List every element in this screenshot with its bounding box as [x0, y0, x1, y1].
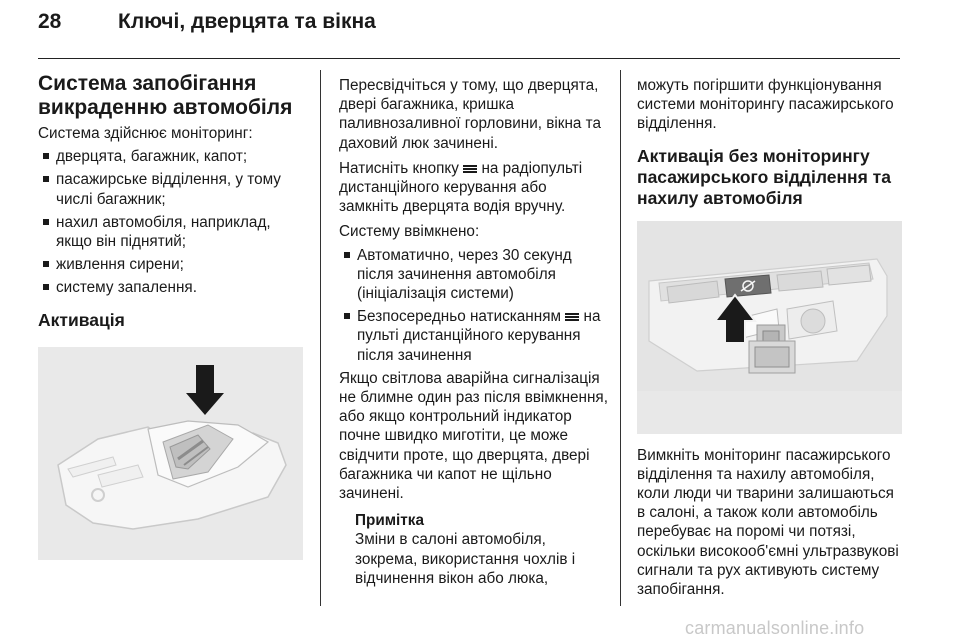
list-item-text: Безпосередньо натисканням — [357, 308, 561, 326]
list-item: дверцята, багажник, капот; — [38, 147, 306, 166]
paragraph: можуть погіршити функціонування системи моніторингу пасажирського відділення. — [637, 77, 894, 133]
remote-lock-icon — [565, 313, 579, 321]
chapter-title: Ключі, дверцята та вікна — [118, 10, 376, 33]
note-box — [339, 511, 609, 588]
activation-heading: Активація — [38, 309, 125, 330]
section-heading: Активація без моніторингу пасажирського відділення та нахилу автомобіля — [637, 145, 891, 208]
column-1 — [38, 72, 306, 560]
watermark: carmanualsonline.info — [685, 618, 865, 638]
note-title: Примітка — [355, 512, 424, 530]
paragraph: Вимкніть моніторинг пасажирського відділення та нахилу автомобіля, коли люди чи тварини залишаються в салоні, а також коли автомобіль перебуває на поромі чи потязі, оскільки високооб'ємні ультразвукові сигнали та рух активують систему запобігання. — [637, 446, 899, 599]
section-heading: Система запобігання викраденню автомобіля — [38, 72, 293, 119]
remote-lock-icon — [463, 165, 477, 173]
list-item — [339, 307, 609, 365]
list-item: нахил автомобіля, наприклад, якщо він піднятий; — [38, 213, 306, 251]
activation-list — [339, 246, 609, 365]
paragraph: Якщо світлова аварійна сигналізація не блимне один раз після ввімкнення, або якщо контрольний індикатор почне швидко миготіти, це може свідчити проте, що дверцята, двері багажника чи капот не щільно зачинені. — [339, 369, 608, 503]
list-item: систему запалення. — [38, 278, 306, 297]
column-2 — [339, 76, 609, 588]
key-remote-icon — [38, 347, 303, 560]
paragraph — [339, 159, 609, 217]
list-item: Автоматично, через 30 секунд після зачинення автомобіля (ініціалізація системи) — [339, 246, 609, 304]
paragraph-text: Натисніть кнопку — [339, 159, 459, 177]
page-header — [38, 10, 376, 34]
column-divider — [620, 70, 621, 606]
console-illustration — [637, 221, 902, 434]
list-item: пасажирське відділення, у тому числі багажник; — [38, 170, 306, 208]
list-item-text: на пульті дистанційного керування після зачинення — [357, 308, 601, 364]
interior-monitoring-button-icon — [637, 221, 902, 434]
column-3 — [637, 76, 903, 599]
monitored-list — [38, 147, 306, 297]
page-number: 28 — [38, 10, 62, 33]
note-text: Зміни в салоні автомобіля, зокрема, використання чохлів і відчинення вікон або люка, — [355, 531, 576, 587]
paragraph: Систему ввімкнено: — [339, 223, 480, 241]
paragraph-text: на радіопульті дистанційного керування або замкніть дверцята водія вручну. — [339, 159, 583, 216]
header-rule — [38, 58, 900, 59]
key-remote-illustration — [38, 347, 303, 560]
paragraph: Пересвідчіться у тому, що дверцята, двері багажника, кришка паливнозаливної горловини, вікна та даховий люк зачинені. — [339, 77, 602, 152]
column-divider — [320, 70, 321, 606]
intro-text: Система здійснює моніторинг: — [38, 125, 253, 142]
list-item: живлення сирени; — [38, 255, 306, 274]
